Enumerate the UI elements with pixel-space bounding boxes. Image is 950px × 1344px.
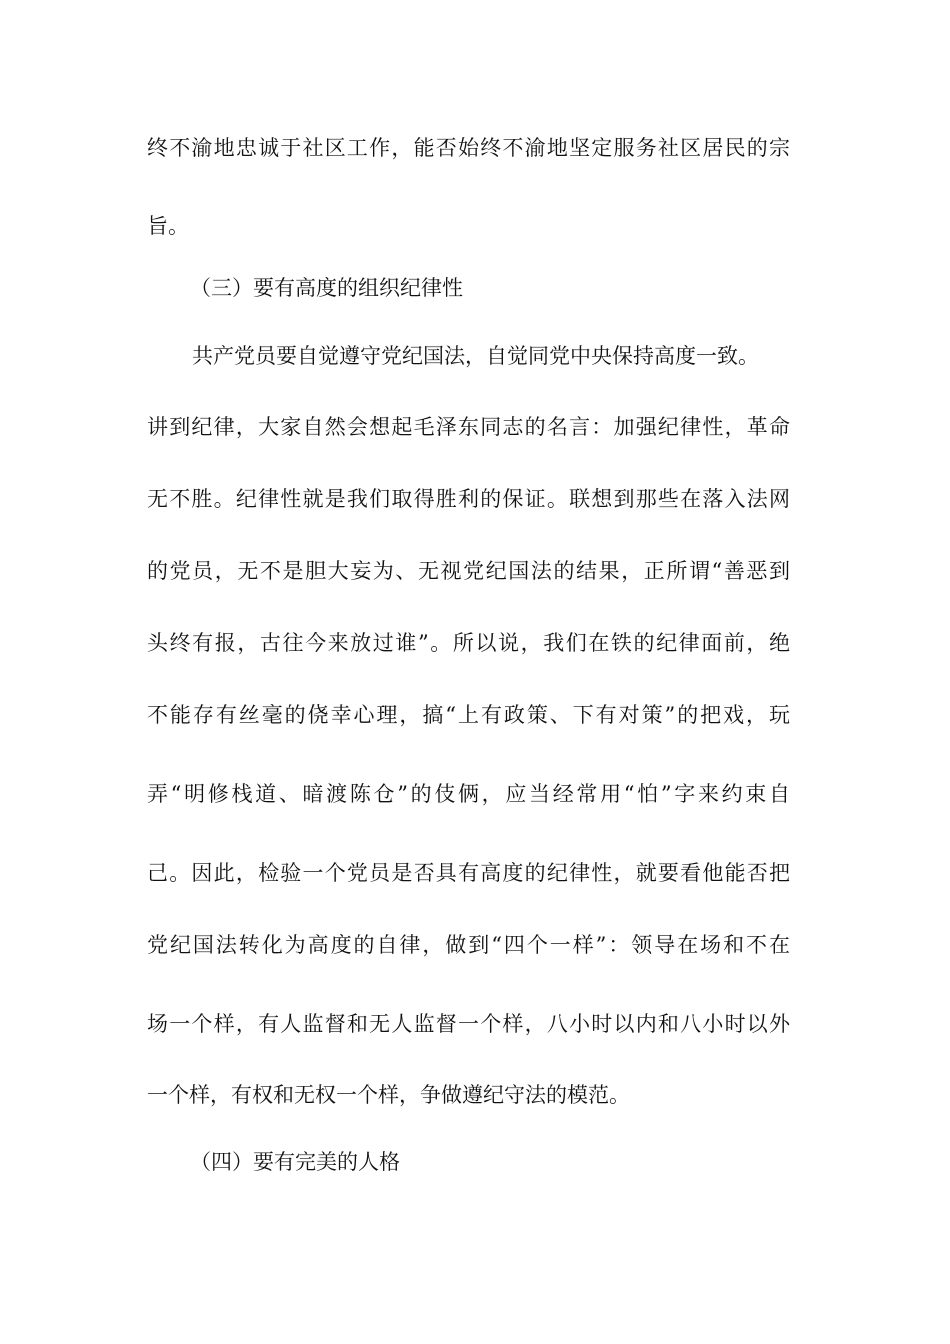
text-line: 场一个样，有人监督和无人监督一个样，八小时以内和八小时以外 — [147, 1012, 790, 1036]
paragraph-first-line: 共产党员要自觉遵守党纪国法，自觉同党中央保持高度一致。 — [192, 344, 759, 368]
text-line: 一个样，有权和无权一个样，争做遵纪守法的模范。 — [147, 1083, 630, 1107]
text-line: 讲到纪律，大家自然会想起毛泽东同志的名言：加强纪律性，革命 — [147, 415, 790, 439]
text-line: 党纪国法转化为高度的自律，做到“四个一样”：领导在场和不在 — [147, 933, 790, 957]
text-line: 己。因此，检验一个党员是否具有高度的纪律性，就要看他能否把 — [147, 861, 790, 885]
text-line: 无不胜。纪律性就是我们取得胜利的保证。联想到那些在落入法网 — [147, 487, 790, 511]
text-line: 不能存有丝毫的侥幸心理，搞“上有政策、下有对策”的把戏，玩 — [147, 703, 790, 727]
section-heading: （四）要有完美的人格 — [190, 1150, 400, 1174]
text-line: 头终有报，古往今来放过谁”。所以说，我们在铁的纪律面前，绝 — [147, 631, 790, 655]
section-heading: （三）要有高度的组织纪律性 — [190, 276, 463, 300]
text-line: 弄“明修栈道、暗渡陈仓”的伎俩，应当经常用“怕”字来约束自 — [147, 782, 790, 806]
text-line: 的党员，无不是胆大妄为、无视党纪国法的结果，正所谓“善恶到 — [147, 559, 790, 583]
text-line: 旨。 — [147, 214, 189, 238]
text-line: 终不渝地忠诚于社区工作，能否始终不渝地坚定服务社区居民的宗 — [147, 136, 790, 160]
